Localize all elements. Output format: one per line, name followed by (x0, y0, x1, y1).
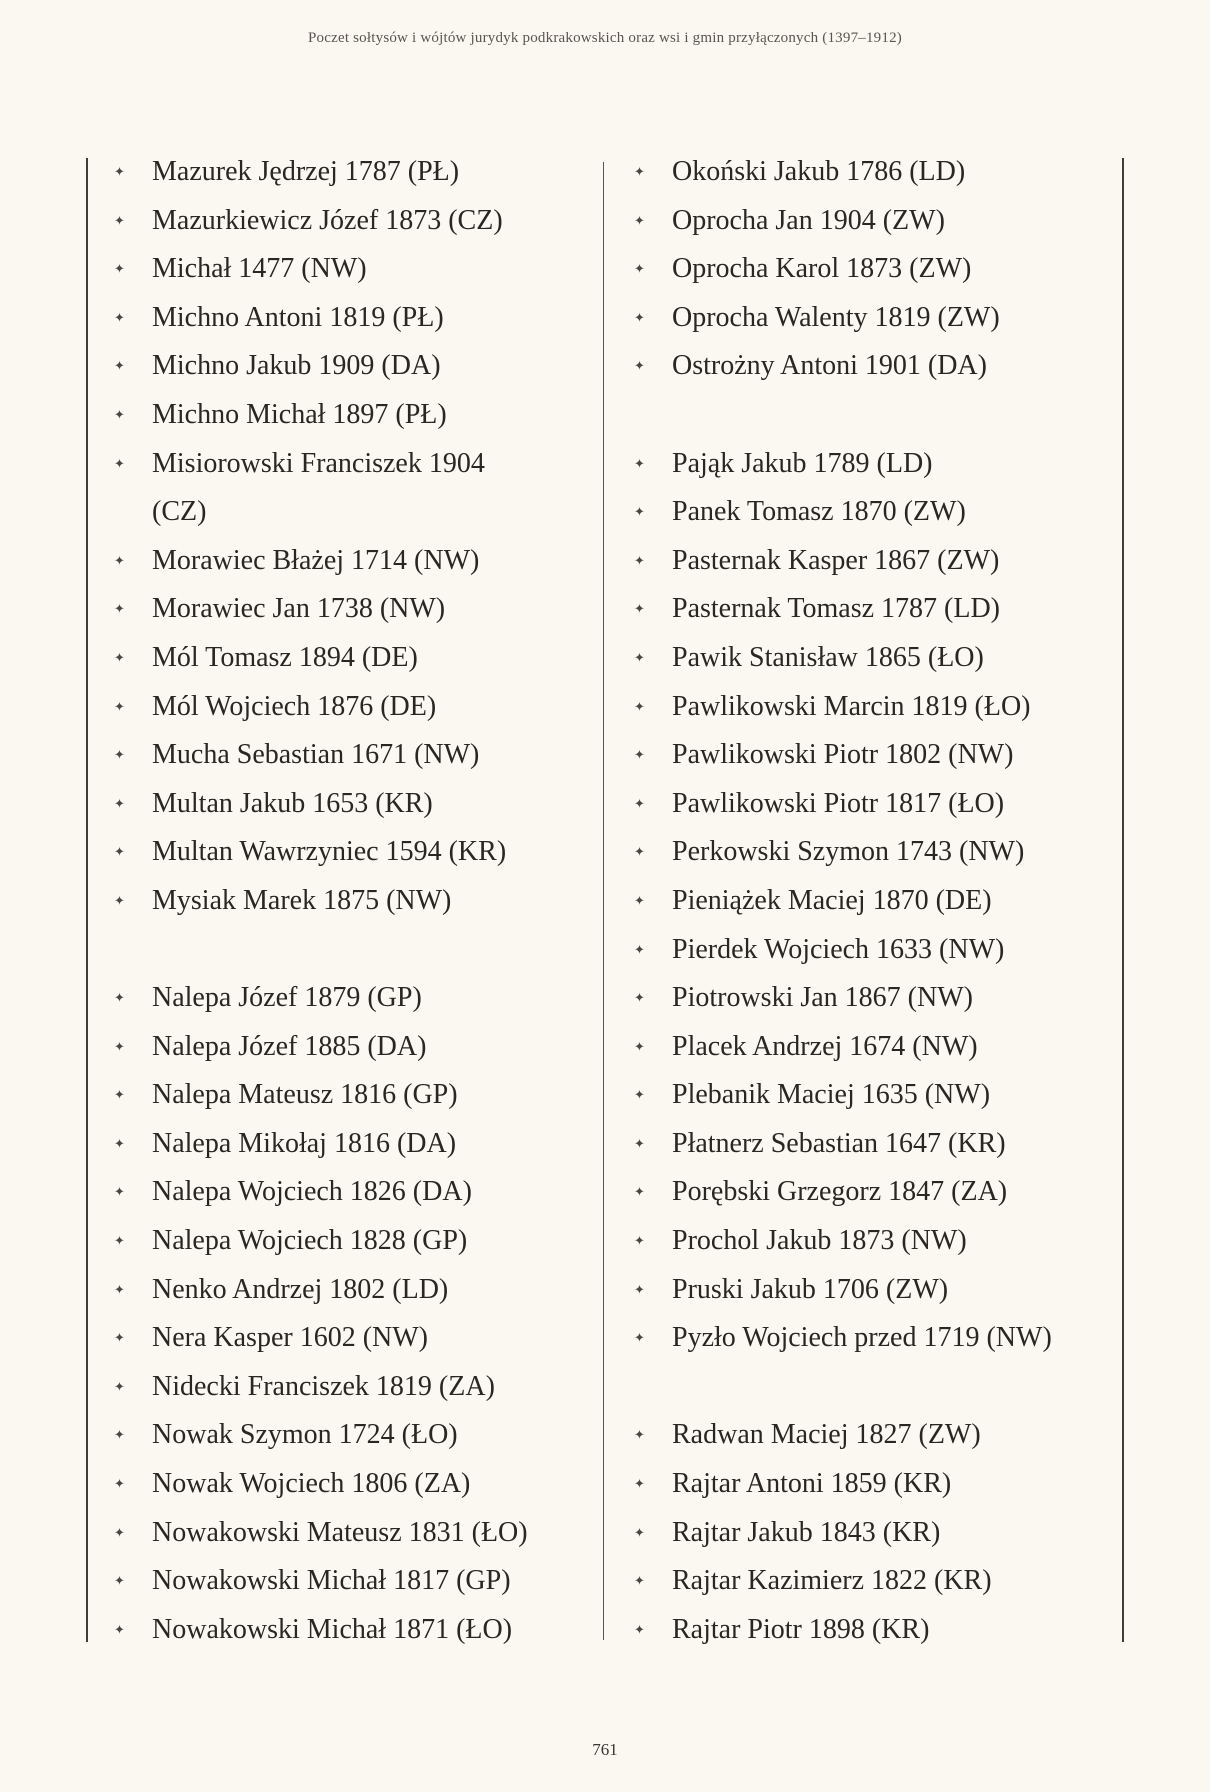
entry-text: Mól Tomasz 1894 (DE) (152, 641, 418, 673)
bullet-icon: ✦ (634, 747, 645, 763)
list-item (630, 1509, 1110, 1558)
bullet-icon: ✦ (634, 844, 645, 860)
list-item (110, 1314, 590, 1363)
bullet-icon: ✦ (114, 406, 125, 422)
bullet-icon: ✦ (634, 1184, 645, 1200)
list-item (110, 1509, 590, 1558)
list-item (110, 245, 590, 294)
bullet-icon: ✦ (634, 649, 645, 665)
bullet-icon: ✦ (634, 261, 645, 277)
bullet-icon: ✦ (114, 844, 125, 860)
list-item (630, 1460, 1110, 1509)
list-item (110, 1168, 590, 1217)
entry-text: Mysiak Marek 1875 (NW) (152, 884, 452, 916)
bullet-icon: ✦ (114, 552, 125, 568)
bullet-icon: ✦ (114, 698, 125, 714)
bullet-icon: ✦ (114, 455, 125, 471)
entry-text: Nowakowski Michał 1817 (GP) (152, 1565, 511, 1597)
list-item (110, 828, 590, 877)
bullet-icon: ✦ (634, 1476, 645, 1492)
bullet-icon: ✦ (114, 1476, 125, 1492)
entry-text: Michno Michał 1897 (PŁ) (152, 398, 447, 430)
entry-text: Piotrowski Jan 1867 (NW) (672, 982, 973, 1014)
list-item (630, 1071, 1110, 1120)
bullet-icon: ✦ (114, 309, 125, 325)
list-item (110, 1023, 590, 1072)
page-number: 761 (592, 1740, 618, 1759)
list-item (630, 1314, 1110, 1363)
list-item (630, 974, 1110, 1023)
entry-text: Rajtar Antoni 1859 (KR) (672, 1468, 952, 1500)
list-item (110, 440, 590, 537)
list-item (630, 245, 1110, 294)
entry-text: Multan Jakub 1653 (KR) (152, 787, 433, 819)
entry-text: Nalepa Józef 1879 (GP) (152, 982, 422, 1014)
entry-text: Michno Antoni 1819 (PŁ) (152, 301, 444, 333)
entry-text: Pawlikowski Marcin 1819 (ŁO) (672, 690, 1031, 722)
list-item (630, 1120, 1110, 1169)
bullet-icon: ✦ (114, 892, 125, 908)
entry-text: Nalepa Mikołaj 1816 (DA) (152, 1127, 457, 1159)
list-item (110, 1217, 590, 1266)
bullet-icon: ✦ (634, 1233, 645, 1249)
entry-text: Nowak Szymon 1724 (ŁO) (152, 1419, 458, 1451)
entry-text: Nidecki Franciszek 1819 (ZA) (152, 1370, 495, 1402)
entry-text: Oprocha Karol 1873 (ZW) (672, 253, 972, 285)
bullet-icon: ✦ (114, 261, 125, 277)
bullet-icon: ✦ (114, 1087, 125, 1103)
bullet-icon: ✦ (634, 1573, 645, 1589)
list-item (110, 877, 590, 926)
entry-text: Pruski Jakub 1706 (ZW) (672, 1273, 949, 1305)
entry-text: Rajtar Piotr 1898 (KR) (672, 1613, 930, 1645)
bullet-icon: ✦ (114, 212, 125, 228)
list-item (630, 1217, 1110, 1266)
list-item (630, 197, 1110, 246)
list-item (110, 342, 590, 391)
entry-text: Morawiec Jan 1738 (NW) (152, 593, 446, 625)
bullet-icon: ✦ (634, 309, 645, 325)
list-item (110, 148, 590, 197)
bullet-icon: ✦ (634, 358, 645, 374)
list-item (110, 1363, 590, 1412)
bullet-icon: ✦ (114, 1233, 125, 1249)
left-column-list (110, 148, 590, 1654)
list-item (630, 294, 1110, 343)
entry-text: Rajtar Jakub 1843 (KR) (672, 1516, 941, 1548)
entry-text: Rajtar Kazimierz 1822 (KR) (672, 1565, 992, 1597)
list-item (110, 1266, 590, 1315)
bullet-icon: ✦ (634, 698, 645, 714)
entry-text: Ostrożny Antoni 1901 (DA) (672, 350, 987, 382)
list-item (630, 537, 1110, 586)
list-item (110, 731, 590, 780)
entry-text: Płatnerz Sebastian 1647 (KR) (672, 1127, 1006, 1159)
list-item (630, 488, 1110, 537)
entry-text: Okoński Jakub 1786 (LD) (672, 156, 966, 187)
list-item (110, 197, 590, 246)
bullet-icon: ✦ (634, 892, 645, 908)
entry-text: Multan Wawrzyniec 1594 (KR) (152, 836, 507, 868)
bullet-icon: ✦ (114, 601, 125, 617)
bullet-icon: ✦ (114, 1524, 125, 1540)
right-column-list (630, 148, 1110, 1654)
list-item (110, 1606, 590, 1655)
list-item (630, 780, 1110, 829)
entry-text: Mazurek Jędrzej 1787 (PŁ) (152, 156, 460, 187)
list-item (630, 1266, 1110, 1315)
bullet-icon: ✦ (634, 601, 645, 617)
running-head: Poczet sołtysów i wójtów jurydyk podkrakowskich oraz wsi i gmin przyłączonych (1397–1912) (308, 30, 902, 46)
bullet-icon: ✦ (114, 1135, 125, 1151)
bullet-icon: ✦ (114, 795, 125, 811)
entry-text: Nowakowski Michał 1871 (ŁO) (152, 1613, 513, 1645)
bullet-icon: ✦ (634, 1087, 645, 1103)
bullet-icon: ✦ (114, 1184, 125, 1200)
list-item (630, 585, 1110, 634)
bullet-icon: ✦ (634, 1281, 645, 1297)
list-item (630, 1557, 1110, 1606)
bullet-icon: ✦ (634, 164, 645, 179)
entry-text: Mazurkiewicz Józef 1873 (CZ) (152, 204, 503, 236)
list-item (630, 683, 1110, 732)
entry-text: Porębski Grzegorz 1847 (ZA) (672, 1176, 1008, 1208)
list-item (630, 1606, 1110, 1655)
bullet-icon: ✦ (114, 1427, 125, 1443)
entry-text: Michno Jakub 1909 (DA) (152, 350, 441, 382)
entry-text: Nowak Wojciech 1806 (ZA) (152, 1468, 471, 1500)
list-item (110, 780, 590, 829)
entry-text: Mucha Sebastian 1671 (NW) (152, 739, 480, 771)
section-gap (630, 1363, 1110, 1412)
entry-text: Misiorowski Franciszek 1904 (CZ) (152, 447, 485, 528)
list-item (110, 1071, 590, 1120)
bullet-icon: ✦ (114, 1281, 125, 1297)
entry-text: Pawlikowski Piotr 1802 (NW) (672, 739, 1014, 771)
bullet-icon: ✦ (114, 1621, 125, 1637)
entry-text: Nalepa Mateusz 1816 (GP) (152, 1079, 458, 1111)
entry-text: Michał 1477 (NW) (152, 253, 367, 285)
entry-text: Plebanik Maciej 1635 (NW) (672, 1079, 991, 1111)
entry-text: Nalepa Wojciech 1828 (GP) (152, 1225, 468, 1257)
bullet-icon: ✦ (634, 455, 645, 471)
entry-text: Placek Andrzej 1674 (NW) (672, 1030, 978, 1062)
bullet-icon: ✦ (634, 504, 645, 520)
bullet-icon: ✦ (114, 1038, 125, 1054)
bullet-icon: ✦ (114, 747, 125, 763)
list-item (630, 440, 1110, 489)
bullet-icon: ✦ (634, 212, 645, 228)
bullet-icon: ✦ (634, 1427, 645, 1443)
entry-text: Panek Tomasz 1870 (ZW) (672, 496, 966, 528)
list-item (630, 1411, 1110, 1460)
list-item (630, 877, 1110, 926)
list-item (630, 342, 1110, 391)
list-item (630, 731, 1110, 780)
entry-text: Pasternak Kasper 1867 (ZW) (672, 544, 1000, 576)
section-gap (630, 391, 1110, 440)
entry-text: Pająk Jakub 1789 (LD) (672, 447, 933, 479)
entry-text: Nenko Andrzej 1802 (LD) (152, 1273, 449, 1305)
right-frame-rule (1122, 158, 1124, 1642)
entry-text: Pyzło Wojciech przed 1719 (NW) (672, 1322, 1052, 1354)
bullet-icon: ✦ (634, 1038, 645, 1054)
bullet-icon: ✦ (114, 1378, 125, 1394)
bullet-icon: ✦ (634, 795, 645, 811)
bullet-icon: ✦ (634, 1135, 645, 1151)
section-gap (110, 926, 590, 975)
list-item (630, 1023, 1110, 1072)
list-item (630, 828, 1110, 877)
list-item (110, 537, 590, 586)
entry-text: Nera Kasper 1602 (NW) (152, 1322, 428, 1354)
entry-text: Pieniążek Maciej 1870 (DE) (672, 884, 992, 916)
list-item (110, 1411, 590, 1460)
bullet-icon: ✦ (114, 649, 125, 665)
list-item (110, 1460, 590, 1509)
bullet-icon: ✦ (114, 164, 125, 179)
left-frame-rule (86, 158, 88, 1642)
list-item (110, 585, 590, 634)
column-divider (603, 162, 604, 1640)
list-item (630, 634, 1110, 683)
entry-text: Pierdek Wojciech 1633 (NW) (672, 933, 1005, 965)
list-item (110, 634, 590, 683)
list-item (630, 926, 1110, 975)
entry-text: Oprocha Walenty 1819 (ZW) (672, 301, 1000, 333)
entry-text: Radwan Maciej 1827 (ZW) (672, 1419, 981, 1451)
entry-text: Pawik Stanisław 1865 (ŁO) (672, 641, 984, 673)
list-item (110, 294, 590, 343)
list-item (110, 391, 590, 440)
bullet-icon: ✦ (634, 552, 645, 568)
bullet-icon: ✦ (634, 1524, 645, 1540)
entry-text: Morawiec Błażej 1714 (NW) (152, 544, 480, 576)
bullet-icon: ✦ (114, 358, 125, 374)
entry-text: Prochol Jakub 1873 (NW) (672, 1225, 967, 1257)
bullet-icon: ✦ (634, 990, 645, 1006)
entry-text: Perkowski Szymon 1743 (NW) (672, 836, 1025, 868)
entry-text: Nowakowski Mateusz 1831 (ŁO) (152, 1516, 528, 1548)
bullet-icon: ✦ (634, 1330, 645, 1346)
entry-text: Pasternak Tomasz 1787 (LD) (672, 593, 1001, 625)
entry-text: Pawlikowski Piotr 1817 (ŁO) (672, 787, 1005, 819)
bullet-icon: ✦ (114, 1330, 125, 1346)
list-item (110, 1557, 590, 1606)
bullet-icon: ✦ (114, 1573, 125, 1589)
entry-text: Mól Wojciech 1876 (DE) (152, 690, 437, 722)
bullet-icon: ✦ (634, 941, 645, 957)
entry-text: Oprocha Jan 1904 (ZW) (672, 204, 945, 236)
list-item (110, 974, 590, 1023)
list-item (630, 1168, 1110, 1217)
list-item (110, 1120, 590, 1169)
list-item (110, 683, 590, 732)
entry-text: Nalepa Wojciech 1826 (DA) (152, 1176, 472, 1208)
bullet-icon: ✦ (114, 990, 125, 1006)
list-item (630, 148, 1110, 197)
bullet-icon: ✦ (634, 1621, 645, 1637)
entry-text: Nalepa Józef 1885 (DA) (152, 1030, 427, 1062)
